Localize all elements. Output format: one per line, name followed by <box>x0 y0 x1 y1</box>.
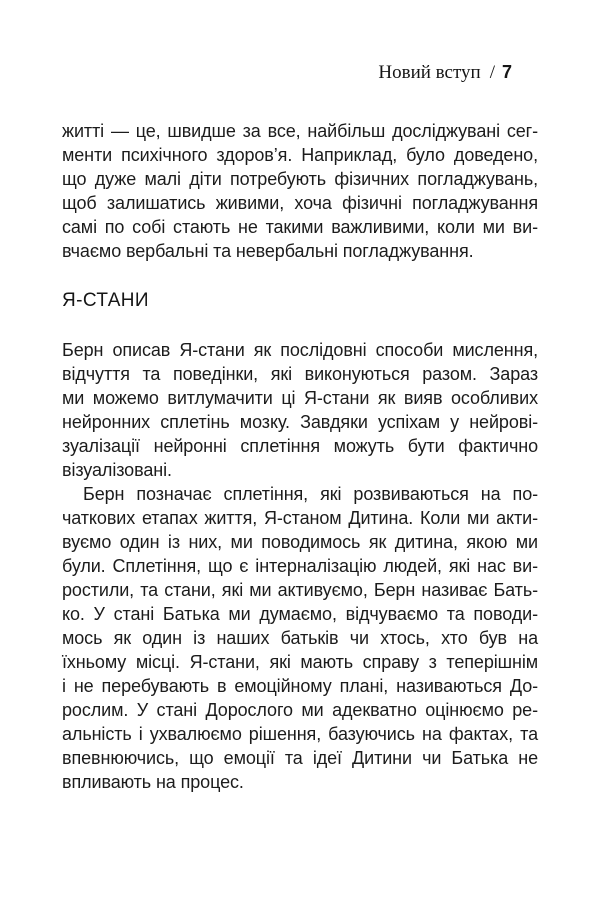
text-line: і не перебувають в емоційному плані, називаються До- <box>62 676 538 696</box>
paragraph-3 <box>62 482 538 794</box>
paragraph-2 <box>62 338 538 482</box>
text-line: Берн описав Я-стани як послідовні способи мислення, <box>62 340 538 360</box>
text-line: впливають на процес. <box>62 772 244 792</box>
text-line: самі по собі стають не такими важливими, коли ми ви- <box>62 217 538 237</box>
chapter-title: Новий вступ <box>378 62 481 83</box>
text-line: відчуття та поведінки, які виконуються разом. Зараз <box>62 364 538 384</box>
text-line: менти психічного здоров’я. Наприклад, було доведено, <box>62 145 538 165</box>
text-line: альність і ухвалюємо рішення, базуючись на фактах, та <box>62 724 538 744</box>
text-line: вуємо один із них, ми поводимось як дитина, якою ми <box>62 532 538 552</box>
text-line: мось як один із наших батьків чи хтось, хто був на <box>62 628 538 648</box>
text-line: вчаємо вербальні та невербальні погладжування. <box>62 241 474 261</box>
page-number: 7 <box>501 62 512 82</box>
text-line: щоб залишатись живими, хоча фізичні погладжування <box>62 193 538 213</box>
text-line: житті — це, швидше за все, найбільш досліджувані сег- <box>62 121 538 141</box>
text-line: ростили, та стани, які ми активуємо, Берн називає Бать- <box>62 580 538 600</box>
text-line: візуалізовані. <box>62 460 172 480</box>
text-line: Берн позначає сплетіння, які розвиваються на по- <box>83 484 538 504</box>
text-line: були. Сплетіння, що є інтерналізацію людей, які нас ви- <box>62 556 538 576</box>
text-line: ми можемо витлумачити ці Я-стани як вияв особливих <box>62 388 538 408</box>
running-header <box>378 60 512 85</box>
text-line: зуалізації нейронні сплетіння можуть бути фактично <box>62 436 538 456</box>
header-separator: / <box>489 62 495 83</box>
text-line: рослим. У стані Дорослого ми адекватно оцінюємо ре- <box>62 700 538 720</box>
text-line: чаткових етапах життя, Я-станом Дитина. Коли ми акти- <box>62 508 538 528</box>
page-content <box>62 119 538 794</box>
text-line: що дуже малі діти потребують фізичних погладжувань, <box>62 169 538 189</box>
text-line: ко. У стані Батька ми думаємо, відчуваємо та поводи- <box>62 604 538 624</box>
text-line: впевнюючись, що емоції та ідеї Дитини чи Батька не <box>62 748 538 768</box>
paragraph-1 <box>62 119 538 263</box>
text-line: нейронних сплетінь мозку. Завдяки успіхам у нейрові- <box>62 412 538 432</box>
text-line: їхньому місці. Я-стани, які мають справу з теперішнім <box>62 652 538 672</box>
section-heading: Я-СТАНИ <box>62 290 149 311</box>
